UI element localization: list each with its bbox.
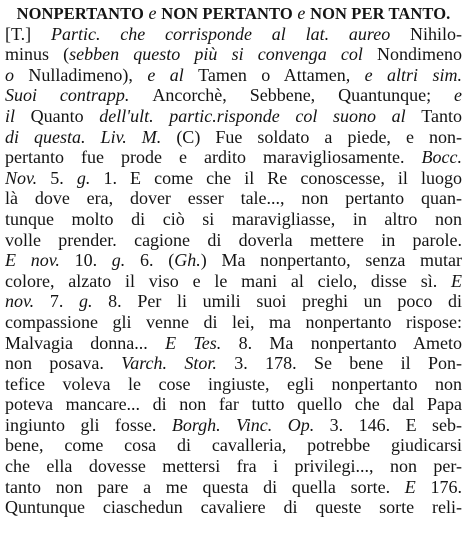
entry-line: [5, 188, 462, 209]
roman-text: che ella dovesse mettersi fra i privilegi..., non per-: [5, 456, 462, 477]
roman-text: tunque molto di ciò si maravigliasse, in altro non: [5, 208, 462, 229]
roman-text: Tamen o Attamen: [198, 64, 346, 85]
entry-line: [5, 44, 462, 65]
roman-text: 7.: [49, 291, 79, 312]
entry-line: [5, 24, 462, 45]
roman-text: bene, come cosa di cavalleria, potrebbe giudicarsi: [5, 435, 462, 456]
roman-text: colore, alzato il viso e le mani al cielo, disse sì.: [5, 270, 451, 291]
entry-line: [5, 435, 462, 456]
roman-text: 3. 178. Se bene il Pon-: [234, 353, 462, 374]
entry-line: [5, 374, 462, 395]
roman-text: 5.: [50, 167, 77, 188]
entry-line: [5, 333, 462, 354]
italic-text: Varch. Stor.: [121, 353, 235, 374]
italic-text: Nov.: [5, 167, 51, 188]
entry-line: [5, 85, 462, 106]
italic-text: E nov.: [5, 250, 75, 271]
roman-text: tefice voleva le cose ingiuste, egli nonpertanto non: [5, 373, 462, 394]
entry-line: [5, 312, 462, 333]
roman-text: compassione gli venne di lei, ma nonpertanto rispose:: [5, 311, 462, 332]
italic-text: E: [404, 476, 431, 497]
italic-text: , e altri sim.: [345, 64, 462, 85]
roman-text: Quanto: [30, 105, 100, 126]
entry-line: [5, 168, 462, 189]
italic-text: E: [451, 270, 462, 291]
italic-text: e: [454, 85, 462, 106]
entry-headline: [5, 3, 462, 24]
roman-text: minus (: [5, 44, 70, 65]
roman-text: là dove era, dover esser tale..., non pertanto quan-: [5, 188, 462, 209]
italic-text: Bocc.: [421, 147, 462, 168]
entry-line: [5, 65, 462, 86]
roman-text: 6. (: [140, 250, 175, 271]
italic-text: g.: [76, 167, 104, 188]
headword-period: .: [446, 4, 451, 23]
entry-line: [5, 250, 462, 271]
roman-text: Malvagia donna...: [5, 332, 166, 353]
roman-text: ingiunto gli fosse.: [5, 414, 172, 435]
italic-text: o: [5, 64, 29, 85]
entry-line: [5, 209, 462, 230]
italic-text: e al: [147, 64, 199, 85]
entry-line: [5, 477, 462, 498]
italic-text: sebben questo più si convenga col: [69, 44, 377, 65]
roman-text: pertanto fue prode e ardito maravigliosamente.: [5, 147, 422, 168]
roman-text: (C) Fue soldato a piede, e non-: [176, 126, 462, 147]
entry-line: [5, 415, 462, 436]
roman-text: Nulladimeno: [28, 64, 123, 85]
entry-line: [5, 127, 462, 148]
roman-text: poteva mancare... di non far tutto quello che dal Papa: [5, 394, 462, 415]
italic-text: Gh.: [174, 250, 201, 271]
headword-conjunction: e: [292, 3, 311, 23]
italic-text: g.: [79, 291, 109, 312]
italic-text: nov.: [5, 291, 50, 312]
roman-text: 3. 146. E seb-: [329, 414, 462, 435]
roman-text: 1. E come che il Re conoscesse, il luogo: [103, 167, 462, 188]
italic-text: il: [5, 105, 31, 126]
roman-text: [T.]: [5, 23, 51, 44]
italic-text: E Tes.: [165, 332, 239, 353]
headword-conjunction: e: [143, 3, 162, 23]
entry-line: [5, 106, 462, 127]
roman-text: 176.: [430, 476, 462, 497]
italic-text: g.: [111, 250, 141, 271]
headword-nonpertanto: NONPERTANTO: [16, 4, 144, 23]
entry-line: [5, 291, 462, 312]
roman-text: Quntunque ciaschedun cavaliere di queste sorte reli-: [5, 497, 462, 518]
roman-text: tanto non pare a me questa di quella sorte.: [5, 476, 405, 497]
roman-text: Nihilo-: [410, 23, 462, 44]
entry-line: [5, 271, 462, 292]
roman-text: 8. Ma nonpertanto Ameto: [238, 332, 462, 353]
entry-line: [5, 456, 462, 477]
roman-text: non posava.: [5, 353, 122, 374]
dictionary-page: [5, 3, 462, 518]
roman-text: Nondimeno: [376, 44, 462, 65]
roman-text: 8. Per li umili suoi preghi un poco di: [108, 291, 462, 312]
headword-non-pertanto: NON PERTANTO: [161, 4, 293, 23]
entry-body: [5, 24, 462, 518]
italic-text: Suoi contrapp.: [5, 85, 153, 106]
headword-non-per-tanto: NON PER TANTO: [310, 4, 447, 23]
italic-text: Partic. che corrisponde al lat. aureo: [50, 23, 411, 44]
entry-line: [5, 353, 462, 374]
roman-text: volle prender. cagione di doverla mettere in parole.: [5, 229, 462, 250]
roman-text: ),: [122, 64, 148, 85]
entry-line: [5, 497, 462, 518]
italic-text: Borgh. Vinc. Op.: [171, 414, 330, 435]
roman-text: Tanto: [421, 105, 462, 126]
roman-text: ) Ma nonpertanto, senza mutar: [200, 250, 462, 271]
roman-text: 10.: [74, 250, 112, 271]
italic-text: di questa. Liv. M.: [5, 126, 177, 147]
entry-line: [5, 394, 462, 415]
entry-line: [5, 230, 462, 251]
italic-text: dell'ult. partic.risponde col suono al: [99, 105, 422, 126]
entry-line: [5, 147, 462, 168]
roman-text: Ancorchè, Sebbene, Quantunque;: [152, 85, 454, 106]
